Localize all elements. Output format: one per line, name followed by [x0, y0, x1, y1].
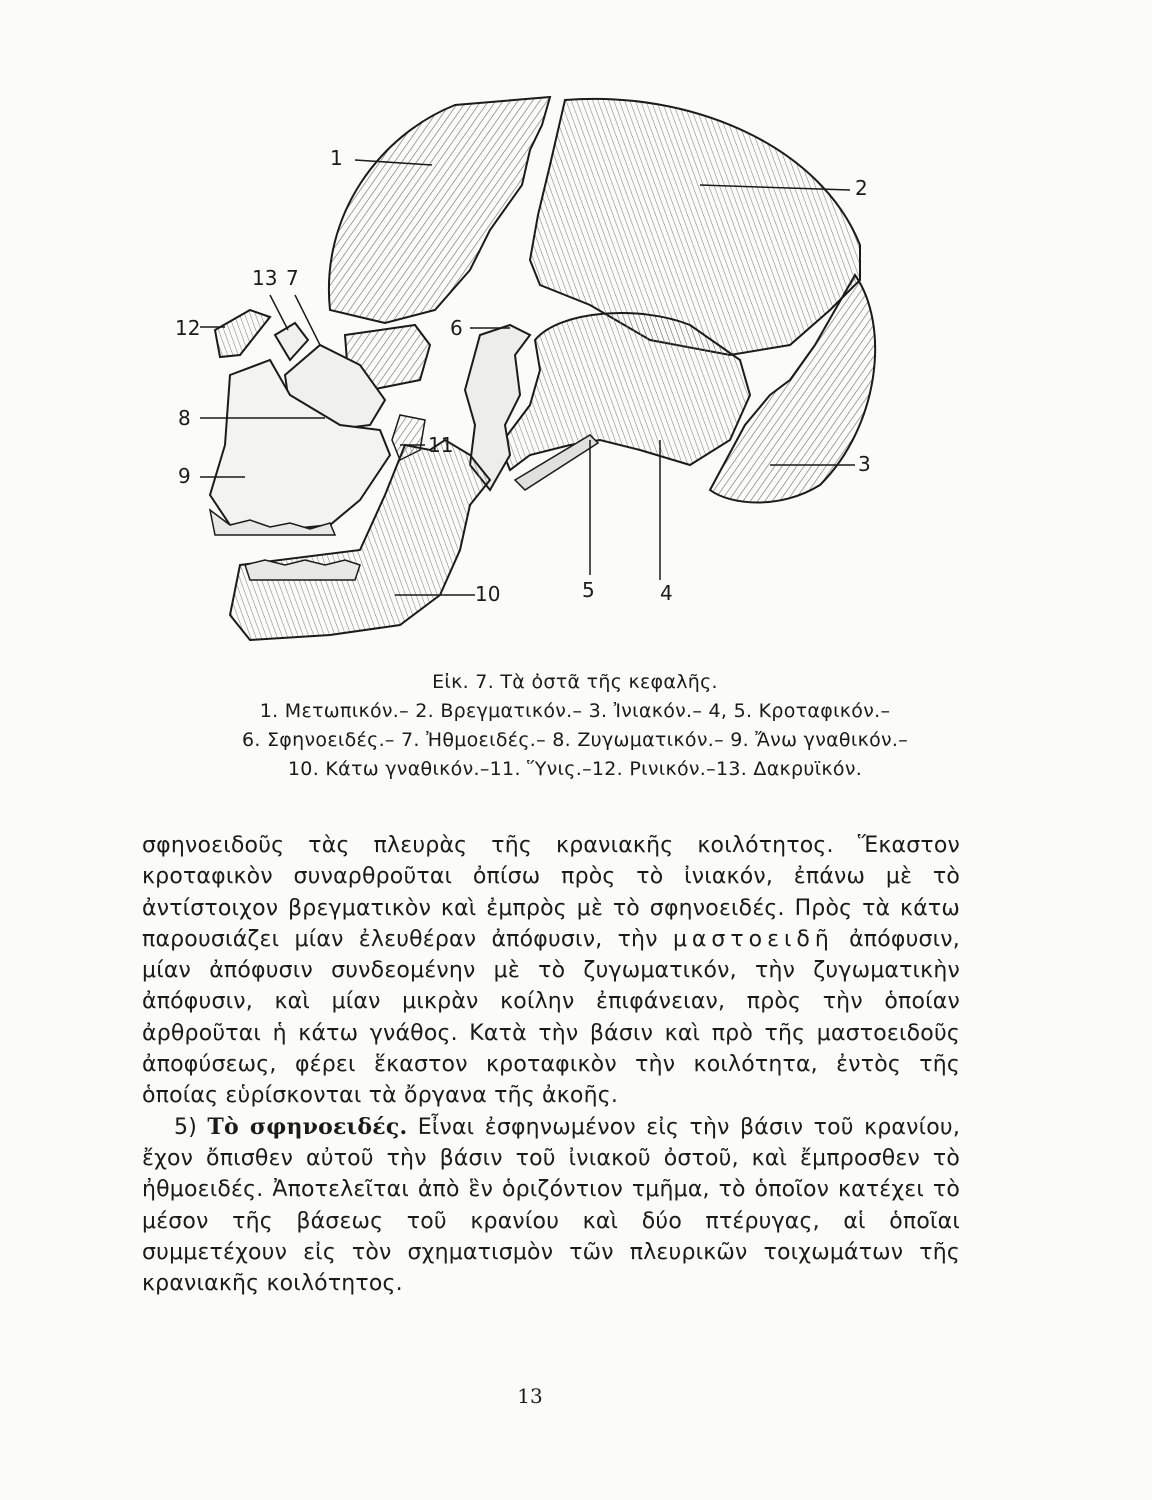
label-2: 2 — [855, 176, 868, 200]
caption-line-1: 1. Μετωπικόν.– 2. Βρεγματικόν.– 3. Ἰνιακόν.– 4, 5. Κροταφικόν.– — [259, 700, 891, 722]
mastoid-term: μαστοειδῆ — [672, 926, 834, 952]
caption-line-2: 6. Σφηνοειδές.– 7. Ἠθμοειδές.– 8. Ζυγωματικόν.– 9. Ἄνω γναθικόν.– — [241, 729, 909, 751]
label-6: 6 — [450, 316, 463, 340]
label-7: 7 — [286, 266, 299, 290]
label-9: 9 — [178, 464, 191, 488]
label-8: 8 — [178, 406, 191, 430]
skull-bones-figure — [170, 95, 900, 655]
label-13: 13 — [252, 266, 278, 290]
figure-caption — [100, 668, 1050, 784]
label-3: 3 — [858, 452, 871, 476]
caption-line-3: 10. Κάτω γναθικόν.–11. Ὕνις.–12. Ρινικόν.–13. Δακρυϊκόν. — [287, 758, 863, 780]
page-number: 13 — [517, 1384, 543, 1408]
label-5: 5 — [582, 578, 595, 602]
label-12: 12 — [175, 316, 201, 340]
section-heading: Τὸ σφηνοειδές. — [207, 1113, 408, 1140]
frontal-bone — [329, 97, 550, 323]
exploded-skull-illustration — [170, 95, 900, 655]
paragraph-sphenoid-text: Εἶναι ἐσφηνωμένον εἰς τὴν βάσιν τοῦ κρανίου, ἔχον ὄπισθεν αὐτοῦ τὴν βάσιν τοῦ ἰνιακοῦ ὀστοῦ, καὶ ἔμπροσθεν τὸ ἠθμοειδές. Ἀποτελεῖται ἀπὸ ἓν ὁριζόντιον τμῆμα, τὸ ὁποῖον κατέχει τὸ μέσον τῆς βάσεως τοῦ κρανίου καὶ δύο πτέρυγας, αἱ ὁποῖαι συμμετέχουν εἰς τὸν σχηματισμὸν τῶν πλευρικῶν τοιχωμάτων τῆς κρανιακῆς κοιλότητος. — [142, 1114, 961, 1297]
body-text — [142, 830, 960, 1299]
paragraph-sphenoid — [142, 1112, 960, 1300]
lacrimal-bone — [275, 323, 308, 360]
paragraph-temporal — [142, 830, 960, 1112]
caption-title: Εἰκ. 7. Τὰ ὀστᾶ τῆς κεφαλῆς. — [432, 671, 718, 693]
label-11: 11 — [428, 433, 454, 457]
lower-teeth — [245, 560, 360, 580]
label-1: 1 — [330, 146, 343, 170]
nasal-bone — [215, 310, 270, 357]
label-10: 10 — [475, 582, 501, 606]
paragraph-temporal-rest: ἀπόφυσιν, μίαν ἀπόφυσιν συνδεομένην μὲ τὸ ζυγωματικόν, τὴν ζυγωματικὴν ἀπόφυσιν, καὶ μίαν μικρὰν κοίλην ἐπιφάνειαν, πρὸς τὴν ὁποίαν ἀρθροῦται ἡ κάτω γνάθος. Κατὰ τὴν βάσιν καὶ πρὸ τῆς μαστοειδοῦς ἀποφύσεως, φέρει ἕκαστον κροταφικὸν τὴν κοιλότητα, ἐντὸς τῆς ὁποίας εὑρίσκονται τὰ ὄργανα τῆς ἀκοῆς. — [142, 926, 960, 1109]
label-4: 4 — [660, 581, 673, 605]
paragraph-temporal-start: σφηνοειδοῦς τὰς πλευρὰς τῆς κρανιακῆς κοιλότητος. Ἕκαστον κροταφικὸν συναρθροῦται ὀπίσω πρὸς τὸ ἰνιακόν, ἐπάνω μὲ τὸ ἀντίστοιχον βρεγματικὸν καὶ ἐμπρὸς μὲ τὸ σφηνοειδές. Πρὸς τὰ κάτω παρουσιάζει μίαν ἐλευθέραν ἀπόφυσιν, τὴν — [142, 833, 960, 952]
section-number: 5) — [174, 1114, 197, 1140]
